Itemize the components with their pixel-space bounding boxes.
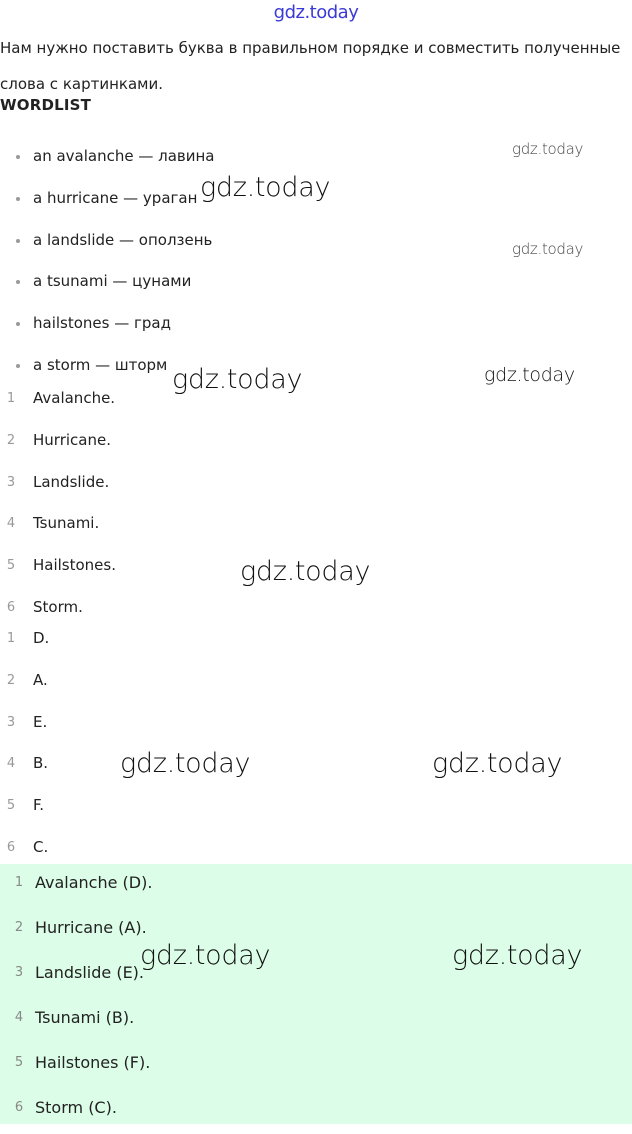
wordlist-entry: a landslide — оползень	[33, 230, 213, 249]
task-description: Нам нужно поставить буква в правильном порядке и совместить полученные слова с картинками.	[0, 39, 621, 93]
answer-text: Landslide (E).	[35, 963, 145, 982]
item-text: A.	[33, 670, 48, 689]
list-item	[0, 220, 214, 262]
bullet-icon	[16, 197, 20, 201]
item-number: 3	[14, 965, 24, 980]
list-item	[0, 420, 116, 462]
list-item	[0, 660, 49, 702]
item-text: Landslide.	[33, 472, 110, 491]
list-item	[0, 378, 116, 420]
item-number: 1	[6, 391, 16, 406]
list-item	[0, 864, 152, 909]
list-item	[0, 178, 214, 220]
list-item	[0, 618, 49, 660]
wordlist-heading: WORDLIST	[0, 96, 92, 114]
watermark: gdz.today	[172, 364, 303, 395]
list-item	[0, 1089, 152, 1134]
watermark: gdz.today	[140, 940, 271, 971]
item-number: 3	[6, 714, 16, 730]
list-item	[0, 1044, 152, 1089]
list-item	[0, 743, 49, 785]
list-item	[0, 954, 152, 999]
item-text: E.	[33, 712, 48, 731]
wordlist-entry: a storm — шторм	[33, 355, 168, 374]
item-number: 5	[6, 798, 16, 814]
answer-text: Tsunami (B).	[35, 1008, 135, 1027]
list-item	[0, 303, 214, 345]
item-number: 2	[6, 672, 16, 688]
item-number: 2	[6, 432, 16, 448]
watermark: gdz.today	[200, 172, 331, 203]
answer-text: Avalanche (D).	[35, 873, 153, 892]
item-number: 5	[14, 1055, 24, 1070]
item-number: 6	[6, 599, 16, 615]
item-number: 1	[6, 631, 16, 646]
item-number: 6	[14, 1100, 24, 1115]
bullet-icon	[16, 322, 20, 326]
item-number: 5	[6, 558, 16, 574]
answer-list	[0, 864, 152, 1134]
item-text: F.	[33, 796, 44, 815]
list-item	[0, 909, 152, 954]
item-number: 2	[14, 920, 24, 935]
bullet-icon	[16, 280, 20, 284]
bullet-icon	[16, 155, 20, 159]
watermark: gdz.today	[452, 940, 583, 971]
list-item	[0, 261, 214, 303]
list-item	[0, 545, 116, 587]
watermark: gdz.today	[512, 140, 584, 158]
list-item	[0, 136, 214, 178]
site-logo[interactable]: gdz.today	[273, 2, 359, 23]
wordlist	[0, 136, 214, 387]
watermark: gdz.today	[512, 240, 584, 258]
wordlist-entry: hailstones — град	[33, 314, 171, 333]
picture-letters-list	[0, 618, 49, 869]
list-item	[0, 702, 49, 744]
unscrambled-words-list	[0, 378, 116, 629]
item-text: Hailstones.	[33, 556, 116, 575]
watermark: gdz.today	[432, 748, 563, 779]
wordlist-entry: an avalanche — лавина	[33, 147, 215, 165]
list-item	[0, 785, 49, 827]
item-text: Avalanche.	[33, 389, 116, 407]
answer-box	[0, 864, 632, 1124]
item-number: 6	[6, 839, 16, 855]
item-text: Hurricane.	[33, 430, 111, 449]
bullet-icon	[16, 239, 20, 243]
item-text: Tsunami.	[33, 514, 100, 533]
item-number: 4	[6, 756, 16, 772]
item-text: Storm.	[33, 597, 83, 616]
item-number: 1	[14, 875, 24, 890]
list-item	[0, 503, 116, 545]
item-text: C.	[33, 837, 49, 856]
item-number: 3	[6, 474, 16, 490]
answer-text: Storm (C).	[35, 1098, 117, 1117]
list-item	[0, 827, 49, 869]
item-text: D.	[33, 629, 50, 647]
item-text: B.	[33, 754, 49, 773]
item-number: 4	[6, 516, 16, 532]
wordlist-entry: a hurricane — ураган	[33, 188, 198, 207]
list-item	[0, 999, 152, 1044]
watermark: gdz.today	[240, 556, 371, 587]
answer-text: Hailstones (F).	[35, 1053, 151, 1072]
bullet-icon	[16, 364, 20, 368]
list-item	[0, 462, 116, 504]
watermark: gdz.today	[120, 748, 251, 779]
wordlist-entry: a tsunami — цунами	[33, 272, 192, 291]
watermark: gdz.today	[484, 364, 575, 386]
item-number: 4	[14, 1010, 24, 1025]
answer-text: Hurricane (A).	[35, 918, 147, 937]
